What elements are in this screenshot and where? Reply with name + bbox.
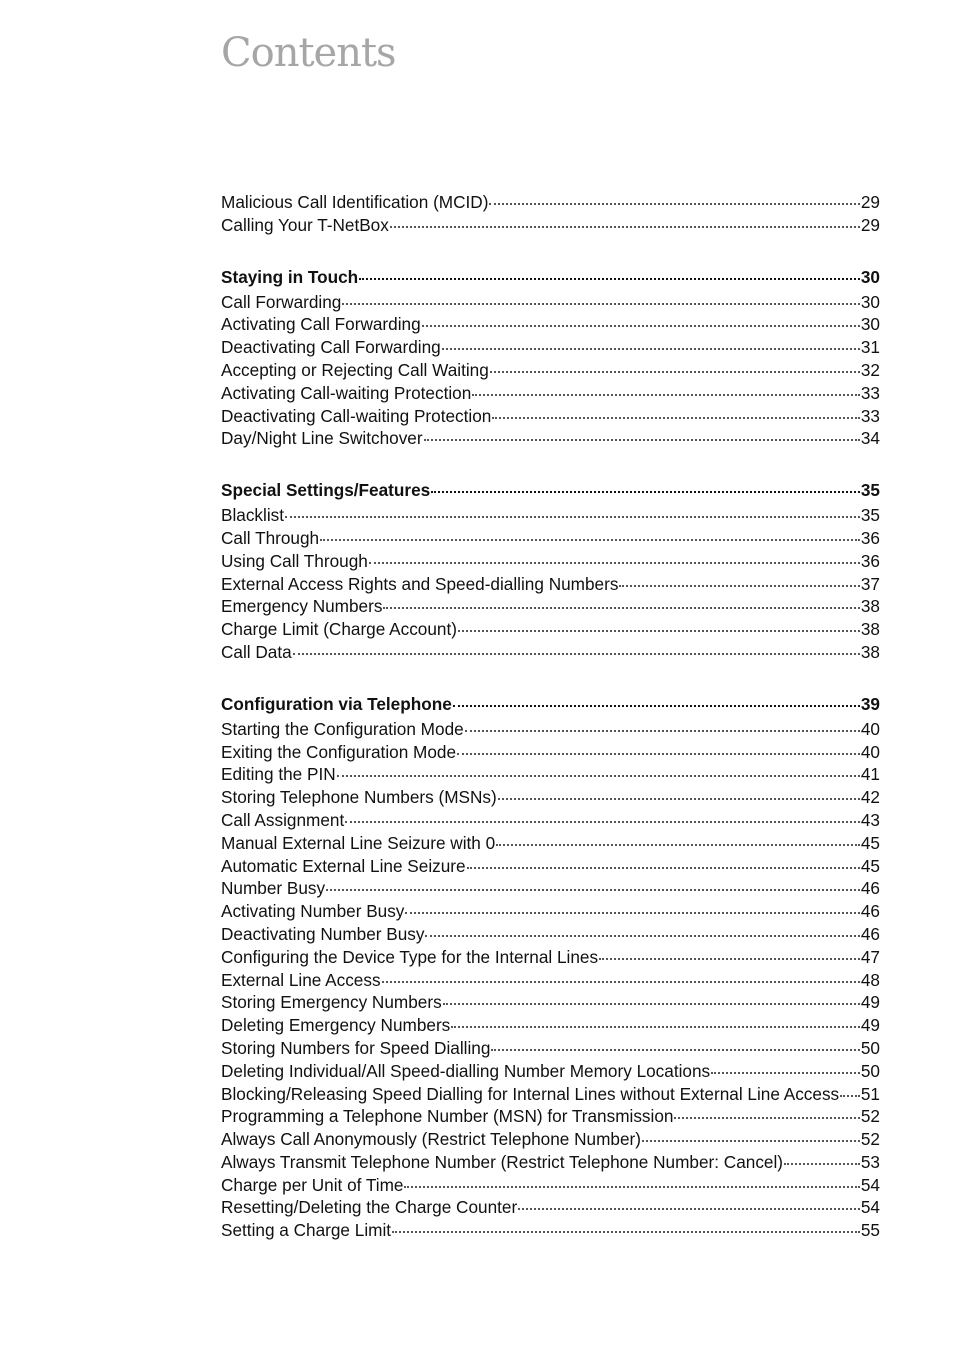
dot-leader (491, 1049, 859, 1051)
toc-page-number: 45 (860, 855, 880, 876)
toc-entry[interactable] (221, 877, 880, 900)
toc-entry-label: Call Through (221, 527, 320, 548)
dot-leader (425, 935, 859, 937)
toc-section (221, 478, 880, 664)
toc-entry[interactable] (221, 573, 880, 596)
toc-page-number: 50 (860, 1037, 880, 1058)
toc-page-number: 40 (860, 718, 880, 739)
toc-entry[interactable] (221, 741, 880, 764)
toc-page-number: 45 (860, 832, 880, 853)
toc-entry[interactable] (221, 718, 880, 741)
dot-leader (518, 1208, 860, 1210)
toc-page-number: 53 (860, 1151, 880, 1172)
dot-leader (293, 653, 860, 655)
section-heading-label: Configuration via Telephone (221, 693, 452, 714)
toc-entry[interactable] (221, 1037, 880, 1060)
toc-entry-label: Deleting Individual/All Speed-dialling Number Memory Locations (221, 1060, 711, 1081)
toc-page-number: 52 (860, 1106, 880, 1127)
toc-entry[interactable] (221, 946, 880, 969)
toc-entry[interactable] (221, 900, 880, 923)
dot-leader (424, 439, 860, 441)
toc-entry[interactable] (221, 527, 880, 550)
dot-leader (472, 394, 860, 396)
toc-page-number: 48 (860, 969, 880, 990)
toc-page-number: 46 (860, 901, 880, 922)
toc-page-number: 35 (860, 505, 880, 526)
toc-entry-label: Storing Emergency Numbers (221, 992, 442, 1013)
dot-leader (451, 1026, 860, 1028)
toc-entry-label: Always Call Anonymously (Restrict Telephone Number) (221, 1129, 641, 1150)
toc-page-number: 33 (860, 405, 880, 426)
dot-leader (619, 585, 859, 587)
dot-leader (711, 1072, 860, 1074)
dot-leader (404, 1186, 859, 1188)
dot-leader (443, 1003, 860, 1005)
dot-leader (337, 775, 860, 777)
toc-entry[interactable] (221, 809, 880, 832)
toc-page-number: 49 (860, 992, 880, 1013)
toc-page-number: 43 (860, 809, 880, 830)
dot-leader (392, 1231, 860, 1233)
toc-entry-label: Editing the PIN (221, 764, 336, 785)
toc-entry-label: Emergency Numbers (221, 596, 383, 617)
toc-section (221, 692, 880, 1242)
section-heading-label: Special Settings/Features (221, 480, 431, 501)
toc-section (221, 265, 880, 451)
dot-leader (496, 844, 860, 846)
toc-page-number: 42 (860, 787, 880, 808)
toc-entry-label: Call Forwarding (221, 291, 342, 312)
toc-page-number: 32 (860, 359, 880, 380)
dot-leader (383, 607, 859, 609)
toc-section-heading[interactable] (221, 478, 880, 503)
toc-entry-label: Call Assignment (221, 809, 345, 830)
toc-page-number: 46 (860, 923, 880, 944)
toc-entry-label: Resetting/Deleting the Charge Counter (221, 1197, 518, 1218)
dot-leader (342, 303, 860, 305)
toc-entry[interactable] (221, 763, 880, 786)
toc-entry-label: Blacklist (221, 505, 285, 526)
toc-page-number: 50 (860, 1060, 880, 1081)
toc-page-number: 31 (860, 337, 880, 358)
toc-entry-label: Starting the Configuration Mode (221, 718, 464, 739)
toc-page-number: 41 (860, 764, 880, 785)
toc-entry[interactable] (221, 1014, 880, 1037)
dot-leader (458, 630, 860, 632)
toc-entry[interactable] (221, 1196, 880, 1219)
toc-section-heading[interactable] (221, 692, 880, 717)
toc-page-number: 30 (860, 291, 880, 312)
toc-entry-label: Exiting the Configuration Mode (221, 741, 457, 762)
toc-entry[interactable] (221, 1174, 880, 1197)
toc-entry[interactable] (221, 855, 880, 878)
toc-entry-label: Using Call Through (221, 550, 368, 571)
toc-entry-label: Programming a Telephone Number (MSN) for Transmission (221, 1106, 674, 1127)
dot-leader (285, 516, 860, 518)
toc-entry-label: Storing Numbers for Speed Dialling (221, 1037, 491, 1058)
toc-entry-label: Calling Your T-NetBox (221, 214, 389, 235)
toc-section-heading[interactable] (221, 265, 880, 290)
toc-page-number: 38 (860, 596, 880, 617)
toc-entry[interactable] (221, 191, 880, 214)
toc-entry[interactable] (221, 1083, 880, 1106)
dot-leader (490, 371, 860, 373)
dot-leader (422, 325, 860, 327)
toc-page-number: 34 (860, 428, 880, 449)
toc-entry[interactable] (221, 313, 880, 336)
toc-entry[interactable] (221, 504, 880, 527)
toc-page-number: 35 (860, 480, 880, 501)
toc-entry[interactable] (221, 832, 880, 855)
toc-entry[interactable] (221, 382, 880, 405)
toc-page-number: 39 (860, 693, 880, 714)
dot-leader (784, 1163, 860, 1165)
dot-leader (359, 278, 860, 280)
dot-leader (405, 912, 859, 914)
toc-entry-label: Deactivating Call-waiting Protection (221, 405, 492, 426)
toc-entry-label: Blocking/Releasing Speed Dialling for Internal Lines without External Line Access (221, 1083, 840, 1104)
toc-entry-label: Call Data (221, 641, 292, 662)
toc-entry-label: Charge per Unit of Time (221, 1174, 404, 1195)
dot-leader (453, 705, 860, 707)
toc-page-number: 54 (860, 1174, 880, 1195)
dot-leader (642, 1140, 860, 1142)
dot-leader (492, 417, 860, 419)
dot-leader (369, 562, 860, 564)
toc-entry[interactable] (221, 923, 880, 946)
toc-entry[interactable] (221, 550, 880, 573)
toc-page-number: 37 (860, 573, 880, 594)
toc-page-number: 29 (860, 192, 880, 212)
toc-entry-label: Deactivating Number Busy (221, 923, 425, 944)
toc-section (221, 191, 880, 237)
dot-leader (498, 798, 860, 800)
dot-leader (467, 867, 860, 869)
toc-page-number: 46 (860, 878, 880, 899)
toc-entry[interactable] (221, 359, 880, 382)
toc-entry[interactable] (221, 1128, 880, 1151)
toc-page-number: 40 (860, 741, 880, 762)
toc-entry-label: Deactivating Call Forwarding (221, 337, 441, 358)
toc-page-number: 52 (860, 1129, 880, 1150)
dot-leader (345, 821, 860, 823)
toc-page-number: 55 (860, 1220, 880, 1241)
toc-entry-label: Automatic External Line Seizure (221, 855, 466, 876)
toc-page-number: 30 (860, 314, 880, 335)
toc-page-number: 38 (860, 619, 880, 640)
toc-entry[interactable] (221, 618, 880, 641)
toc-entry[interactable] (221, 641, 880, 664)
toc-page-number: 36 (860, 527, 880, 548)
toc-entry-label: Deleting Emergency Numbers (221, 1015, 451, 1036)
toc-page-number: 51 (860, 1083, 880, 1104)
toc-entry[interactable] (221, 969, 880, 992)
toc-entry-label: Always Transmit Telephone Number (Restrict Telephone Number: Cancel) (221, 1151, 784, 1172)
toc-entry[interactable] (221, 595, 880, 618)
dot-leader (489, 203, 859, 205)
toc-entry-label: Activating Number Busy (221, 901, 405, 922)
toc-entry-label: Storing Telephone Numbers (MSNs) (221, 787, 497, 808)
toc-page-number: 30 (860, 266, 880, 287)
section-heading-label: Staying in Touch (221, 266, 359, 287)
dot-leader (465, 730, 860, 732)
dot-leader (442, 348, 860, 350)
dot-leader (674, 1117, 859, 1119)
toc-page-number: 33 (860, 382, 880, 403)
toc-page-number: 49 (860, 1015, 880, 1036)
dot-leader (431, 491, 860, 493)
dot-leader (320, 539, 860, 541)
toc-entry-label: Malicious Call Identification (MCID) (221, 192, 489, 212)
toc-entry[interactable] (221, 427, 880, 450)
toc-entry-label: Day/Night Line Switchover (221, 428, 423, 449)
toc-entry[interactable] (221, 405, 880, 428)
toc-entry-label: Activating Call Forwarding (221, 314, 421, 335)
table-of-contents (221, 191, 880, 1270)
toc-entry-label: Charge Limit (Charge Account) (221, 619, 457, 640)
toc-page-number: 38 (860, 641, 880, 662)
toc-entry[interactable] (221, 1105, 880, 1128)
toc-entry[interactable] (221, 291, 880, 314)
toc-entry-label: Setting a Charge Limit (221, 1220, 392, 1241)
toc-entry[interactable] (221, 1060, 880, 1083)
dot-leader (390, 226, 860, 228)
dot-leader (840, 1095, 860, 1097)
toc-page-number: 47 (860, 946, 880, 967)
dot-leader (599, 958, 860, 960)
toc-entry[interactable] (221, 1151, 880, 1174)
toc-entry[interactable] (221, 786, 880, 809)
toc-entry-label: External Line Access (221, 969, 381, 990)
toc-entry[interactable] (221, 991, 880, 1014)
toc-entry-label: Configuring the Device Type for the Internal Lines (221, 946, 599, 967)
toc-entry-label: Accepting or Rejecting Call Waiting (221, 359, 489, 380)
dot-leader (457, 753, 860, 755)
toc-entry-label: Manual External Line Seizure with 0 (221, 832, 496, 853)
toc-page-number: 36 (860, 550, 880, 571)
toc-entry-label: Activating Call-waiting Protection (221, 382, 472, 403)
toc-entry[interactable] (221, 1219, 880, 1242)
toc-page-number: 54 (860, 1197, 880, 1218)
toc-entry-label: External Access Rights and Speed-dialling Numbers (221, 573, 619, 594)
dot-leader (326, 889, 860, 891)
toc-entry[interactable] (221, 214, 880, 237)
dot-leader (382, 981, 860, 983)
toc-page-number: 29 (860, 214, 880, 235)
page-title: Contents (221, 30, 396, 76)
toc-entry-label: Number Busy (221, 878, 326, 899)
toc-entry[interactable] (221, 336, 880, 359)
